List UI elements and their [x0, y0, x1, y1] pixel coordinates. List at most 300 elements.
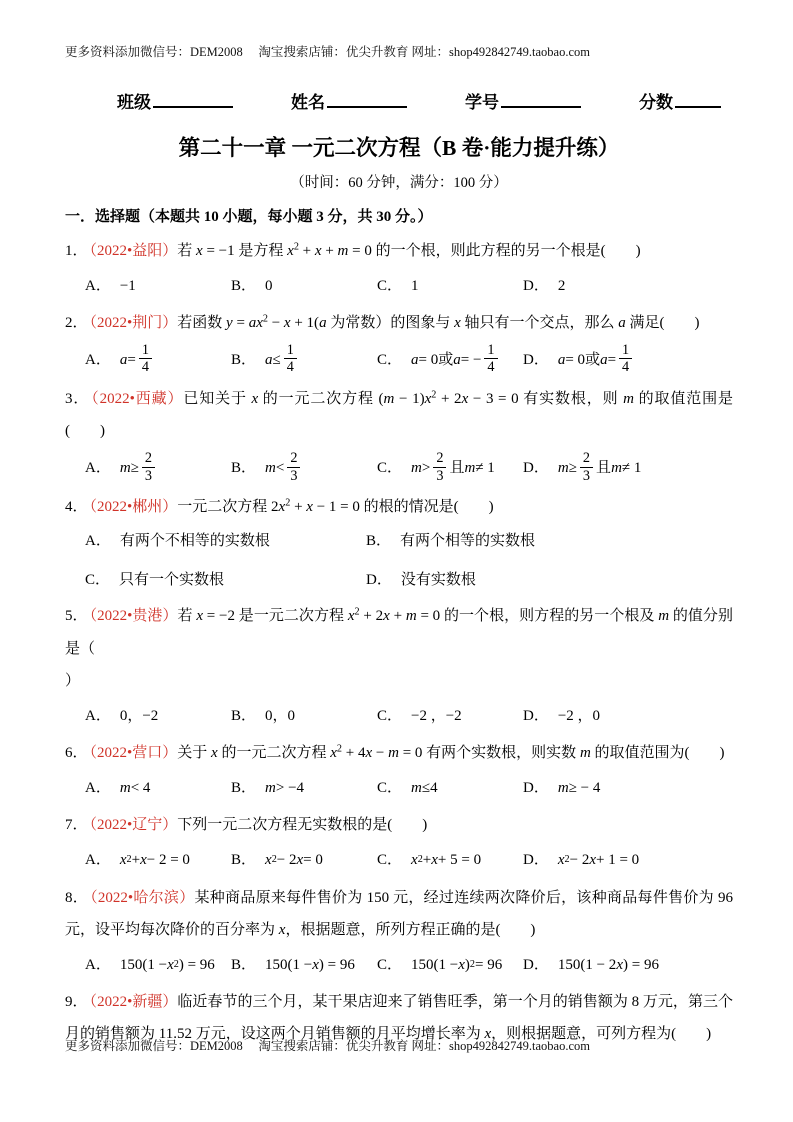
text-run: 有两个不相等的实数根: [119, 533, 270, 550]
text-run: 的取值范围是( ): [65, 390, 733, 440]
option-C: [377, 702, 523, 731]
text-run: x: [119, 852, 127, 869]
text-run: 150(1 − 2: [557, 956, 617, 973]
text-run: a: [319, 314, 327, 331]
text-run: −: [372, 745, 389, 762]
option-D: [523, 272, 669, 301]
header-promo-note: 更多资料添加微信号：DEM2008 淘宝搜索店铺：优尖升教育 网址：shop492842749.taobao.com: [65, 45, 590, 59]
text-run: ≠ 1: [621, 459, 642, 476]
text-run: + 2: [359, 608, 384, 625]
exam-time-score-note: （时间：60 分钟，满分：100 分）: [290, 175, 508, 192]
text-run: x: [365, 745, 373, 762]
fraction-denominator: 4: [139, 358, 152, 375]
text-run: m: [411, 780, 422, 797]
question-number: 5．: [65, 608, 88, 625]
text-run: 的一个根，则方程的另一个根及: [443, 608, 659, 625]
question-1: [65, 235, 733, 301]
fraction-denominator: 4: [619, 358, 632, 375]
text-run: +: [290, 499, 307, 516]
text-run: 有实数根，则: [523, 390, 624, 407]
text-run: 的一个根，则此方程的另一个根是( ): [375, 242, 641, 259]
superscript: 2: [285, 497, 291, 509]
option-A: [85, 451, 231, 485]
text-run: 是一元二次方程: [238, 608, 348, 625]
text-run: <: [275, 459, 285, 476]
question-stem: [65, 737, 733, 769]
question-options: [85, 527, 733, 594]
text-run: 且: [449, 459, 465, 476]
score-blank-line: [675, 89, 721, 108]
text-run: x: [278, 499, 286, 516]
text-run: x: [312, 956, 319, 973]
option-C: [377, 951, 523, 980]
text-run: x: [424, 390, 432, 407]
text-run: 是方程: [238, 242, 288, 259]
option-label: C．: [377, 277, 403, 294]
option-label: A．: [85, 852, 111, 869]
question-stem: [65, 491, 733, 523]
option-label: A．: [85, 459, 111, 476]
option-label: D．: [366, 571, 392, 588]
text-run: −: [267, 314, 284, 331]
text-run: = 0: [348, 242, 376, 259]
text-run: 2: [271, 499, 279, 516]
text-run: = −1: [202, 242, 239, 259]
text-run: 为常数）的图象与: [326, 314, 455, 331]
info-field-name: [291, 88, 407, 113]
text-run: − 2: [276, 852, 297, 869]
question-stem: [65, 307, 733, 339]
question-stem: [65, 383, 733, 448]
fraction-denominator: 3: [433, 467, 446, 484]
superscript: 2: [469, 958, 475, 970]
text-run: ) = 96: [622, 956, 659, 973]
option-label: A．: [85, 780, 111, 797]
text-run: −2 ，0: [557, 707, 601, 724]
option-B: [231, 846, 377, 875]
text-run: x: [196, 242, 203, 259]
text-run: ≤: [272, 351, 281, 368]
option-B: [231, 343, 377, 377]
info-label-score: 分数: [639, 93, 673, 112]
text-run: ，则根据题意，可列方程为( ): [491, 1026, 712, 1043]
text-run: =: [232, 314, 249, 331]
fraction: [139, 342, 152, 376]
option-label: C．: [377, 459, 403, 476]
text-run: 或: [585, 351, 601, 368]
option-label: D．: [523, 780, 549, 797]
text-run: > −4: [275, 780, 305, 797]
text-run: 的一元二次方程: [217, 745, 331, 762]
text-run: 只有一个实数根: [119, 571, 225, 588]
text-run: m: [658, 608, 670, 625]
exam-source-tag: （2022•荆门）: [89, 314, 178, 331]
text-run: 2: [557, 277, 566, 294]
option-label: B．: [366, 533, 392, 550]
text-run: x: [306, 499, 313, 516]
text-run: m: [464, 459, 476, 476]
question-number: 3．: [65, 390, 90, 407]
student-info-line: [65, 88, 733, 113]
exam-source-tag: （2022•贵港）: [89, 608, 178, 625]
text-run: =: [607, 351, 617, 368]
text-run: 的一元二次方程: [258, 390, 379, 407]
text-run: 若: [177, 608, 197, 625]
question-2: [65, 307, 733, 377]
option-label: B．: [231, 707, 257, 724]
text-run: x: [616, 956, 623, 973]
option-A: [85, 846, 231, 875]
option-D: [523, 702, 669, 731]
text-run: x: [196, 608, 203, 625]
text-run: 关于: [177, 745, 212, 762]
text-run: a: [600, 351, 608, 368]
text-run: a: [618, 314, 626, 331]
text-run: a: [557, 351, 566, 368]
text-run: x: [557, 852, 565, 869]
text-run: m: [265, 459, 276, 476]
question-options: [85, 846, 733, 876]
option-label: A．: [85, 707, 111, 724]
fraction-denominator: 3: [142, 467, 155, 484]
text-run: +: [389, 608, 406, 625]
text-run: 一元二次方程: [177, 499, 272, 516]
text-run: m: [265, 780, 276, 797]
option-B: [231, 951, 377, 980]
text-run: 某种商品原来每件售价为 150 元，经过连续两次降价后，该种商品每件售价为 96 元，设平均每次降价的百分率为: [65, 889, 733, 938]
text-run: ): [464, 956, 470, 973]
text-run: 有两个实数根，则实数: [426, 745, 580, 762]
text-run: −2 ，−2: [411, 707, 462, 724]
fraction-numerator: 2: [290, 450, 298, 467]
option-C: [85, 566, 366, 595]
text-run: 的取值范围为( ): [590, 745, 725, 762]
option-D: [523, 846, 669, 875]
question-stem: [65, 600, 733, 697]
option-label: C．: [377, 351, 403, 368]
question-stem: [65, 809, 733, 841]
text-run: m: [119, 459, 131, 476]
option-label: B．: [231, 852, 257, 869]
question-options: [85, 451, 733, 485]
text-run: 的值分别是（: [65, 608, 733, 657]
option-D: [523, 343, 669, 377]
option-label: D．: [523, 707, 549, 724]
option-label: D．: [523, 351, 549, 368]
text-run: = 0: [303, 852, 323, 869]
option-label: D．: [523, 459, 549, 476]
superscript: 2: [293, 240, 299, 252]
exam-source-tag: （2022•郴州）: [89, 499, 178, 516]
fraction-numerator: 1: [286, 342, 294, 359]
text-run: (: [378, 390, 384, 407]
text-run: ，根据题意，所列方程正确的是( ): [285, 921, 536, 938]
question-options: [85, 343, 733, 377]
text-run: ≤4: [421, 780, 438, 797]
info-field-student-id: [465, 88, 581, 113]
info-field-score: [639, 88, 721, 113]
text-run: = 0: [418, 351, 439, 368]
fraction-numerator: 1: [141, 342, 149, 359]
text-run: − 3 = 0: [468, 390, 524, 407]
text-run: +: [298, 242, 315, 259]
option-label: C．: [377, 707, 403, 724]
text-run: m: [557, 780, 569, 797]
exam-source-tag: （2022•哈尔滨）: [90, 889, 195, 906]
text-run: x: [484, 1026, 492, 1043]
option-C: [377, 451, 523, 485]
text-run: m: [611, 459, 622, 476]
text-run: + 2: [436, 390, 462, 407]
text-run: −1: [119, 277, 136, 294]
text-run: x: [347, 608, 355, 625]
text-run: x: [589, 852, 596, 869]
info-label-student-id: 学号: [465, 93, 499, 112]
question-options: [85, 773, 733, 803]
text-run: = 0: [416, 608, 444, 625]
option-B: [231, 774, 377, 803]
exam-source-tag: （2022•益阳）: [89, 242, 178, 259]
superscript: 2: [431, 389, 437, 401]
text-run: < 4: [130, 780, 151, 797]
option-A: [85, 272, 231, 301]
text-run: m: [557, 459, 569, 476]
option-label: A．: [85, 351, 111, 368]
info-label-name: 姓名: [291, 93, 325, 112]
question-4: [65, 491, 733, 594]
text-run: x: [461, 390, 469, 407]
text-run: ax: [248, 314, 263, 331]
question-number: 9．: [65, 994, 88, 1011]
superscript: 2: [354, 606, 360, 618]
text-run: m: [405, 608, 417, 625]
text-run: x: [278, 921, 286, 938]
text-run: a: [265, 351, 273, 368]
fraction-numerator: 1: [622, 342, 630, 359]
option-C: [377, 272, 523, 301]
fraction: [287, 450, 300, 484]
text-run: m: [383, 390, 395, 407]
option-D: [523, 951, 669, 980]
text-run: 150(1 −: [119, 956, 168, 973]
exam-source-tag: （2022•辽宁）: [89, 817, 178, 834]
text-run: + 4: [342, 745, 366, 762]
exam-source-tag: （2022•西藏）: [91, 390, 184, 407]
text-run: x: [314, 242, 322, 259]
fraction: [619, 342, 632, 376]
fraction-numerator: 2: [144, 450, 153, 467]
text-run: +: [422, 852, 432, 869]
text-run: 0，−2: [119, 707, 159, 724]
text-run: 临近春节的三个月，某干果店迎来了销售旺季，第一个月的销售额为 8 万元，第三个月的销售额为 11.52 万元，设这两个月销售额的月平均增长率为: [65, 994, 733, 1043]
text-run: − 1): [394, 390, 425, 407]
text-run: 0，0: [265, 707, 296, 724]
option-label: A．: [85, 956, 111, 973]
fraction: [142, 450, 155, 484]
option-label: B．: [231, 459, 257, 476]
student-id-blank-line: [501, 89, 581, 108]
text-run: x: [283, 314, 291, 331]
text-run: 且: [596, 459, 612, 476]
text-run: 有两个相等的实数根: [400, 533, 536, 550]
text-run: 150(1 −: [265, 956, 313, 973]
text-run: m: [119, 780, 131, 797]
text-run: = 0: [565, 351, 586, 368]
text-run: − 1 = 0: [312, 499, 364, 516]
text-run: x: [431, 852, 438, 869]
question-options: [85, 950, 733, 980]
question-options: [85, 701, 733, 731]
text-run: =: [127, 351, 136, 368]
text-run: m: [337, 242, 349, 259]
text-run: ）: [65, 672, 81, 689]
option-label: B．: [231, 780, 257, 797]
questions: [65, 235, 733, 1051]
text-run: 0: [265, 277, 273, 294]
option-C: [377, 846, 523, 875]
text-run: a: [411, 351, 419, 368]
fraction: [284, 342, 297, 376]
class-blank-line: [153, 89, 233, 108]
question-7: [65, 809, 733, 875]
text-run: a: [453, 351, 461, 368]
text-run: ) = 96: [178, 956, 215, 973]
fraction: [484, 342, 497, 376]
option-A: [85, 343, 231, 377]
text-run: >: [421, 459, 431, 476]
option-label: B．: [231, 277, 257, 294]
text-run: = −2: [203, 608, 239, 625]
superscript: 2: [271, 854, 277, 866]
text-run: = −: [460, 351, 482, 368]
question-number: 7．: [65, 817, 88, 834]
info-label-class: 班级: [117, 93, 151, 112]
text-run: ≥: [568, 459, 577, 476]
question-number: 4．: [65, 499, 88, 516]
text-run: 若: [177, 242, 197, 259]
fraction: [580, 450, 593, 484]
name-blank-line: [327, 89, 407, 108]
option-C: [377, 343, 523, 377]
option-label: C．: [85, 571, 111, 588]
text-run: x: [454, 314, 461, 331]
text-run: = 0: [398, 745, 427, 762]
text-run: x: [167, 956, 174, 973]
superscript: 2: [173, 958, 179, 970]
text-run: − 2: [569, 852, 590, 869]
info-field-class: [117, 88, 233, 113]
option-label: B．: [231, 956, 257, 973]
option-D: [366, 566, 647, 595]
text-run: 已知关于: [183, 390, 252, 407]
superscript: 2: [336, 743, 342, 755]
question-options: [85, 271, 733, 301]
fraction-denominator: 3: [287, 467, 300, 484]
text-run: x: [211, 745, 218, 762]
text-run: − 2 = 0: [146, 852, 190, 869]
text-run: ) = 96: [318, 956, 355, 973]
text-run: ≥: [130, 459, 139, 476]
option-A: [85, 774, 231, 803]
question-number: 8．: [65, 889, 89, 906]
text-run: + 1 = 0: [596, 852, 640, 869]
text-run: x: [265, 852, 272, 869]
option-label: C．: [377, 780, 403, 797]
text-run: ≥ − 4: [568, 780, 601, 797]
question-6: [65, 737, 733, 803]
superscript: 2: [417, 854, 423, 866]
text-run: 1: [411, 277, 419, 294]
text-run: x: [383, 608, 390, 625]
text-run: +: [321, 242, 338, 259]
text-run: m: [623, 390, 634, 407]
option-B: [231, 702, 377, 731]
superscript: 2: [564, 854, 570, 866]
exam-source-tag: （2022•营口）: [89, 745, 178, 762]
option-D: [523, 774, 669, 803]
fraction-denominator: 4: [484, 358, 497, 375]
option-label: C．: [377, 852, 403, 869]
text-run: m: [579, 745, 591, 762]
question-5: [65, 600, 733, 731]
text-run: x: [251, 390, 259, 407]
fraction-denominator: 3: [580, 467, 593, 484]
text-run: a: [119, 351, 128, 368]
question-stem: [65, 235, 733, 267]
option-A: [85, 527, 366, 556]
option-B: [366, 527, 647, 556]
option-label: A．: [85, 277, 111, 294]
fraction-numerator: 1: [487, 342, 495, 359]
fraction-denominator: 4: [284, 358, 297, 375]
option-label: D．: [523, 277, 549, 294]
text-run: + 1(: [290, 314, 320, 331]
fraction-numerator: 2: [582, 450, 591, 467]
text-run: + 5 = 0: [437, 852, 482, 869]
question-8: [65, 882, 733, 981]
option-D: [523, 451, 669, 485]
option-B: [231, 272, 377, 301]
exam-source-tag: （2022•新疆）: [89, 994, 178, 1011]
text-run: = 96: [475, 956, 503, 973]
text-run: 或: [438, 351, 454, 368]
page-title: 第二十一章 一元二次方程（B 卷·能力提升练）: [178, 136, 620, 160]
superscript: 2: [262, 313, 268, 325]
text-run: x: [330, 745, 337, 762]
option-A: [85, 951, 231, 980]
option-C: [377, 774, 523, 803]
text-run: x: [140, 852, 147, 869]
text-run: x: [458, 956, 465, 973]
text-run: y: [226, 314, 233, 331]
text-run: x: [411, 852, 418, 869]
text-run: 若函数: [177, 314, 227, 331]
text-run: 轴只有一个交点，那么: [460, 314, 619, 331]
fraction-numerator: 2: [436, 450, 444, 467]
option-A: [85, 702, 231, 731]
option-B: [231, 451, 377, 485]
question-3: [65, 383, 733, 485]
fraction: [433, 450, 446, 484]
text-run: 150(1 −: [411, 956, 459, 973]
question-number: 1．: [65, 242, 88, 259]
text-run: 的根的情况是( ): [363, 499, 494, 516]
text-run: ≠ 1: [475, 459, 495, 476]
section-heading-choice: 一．选择题（本题共 10 小题，每小题 3 分，共 30 分。）: [65, 209, 433, 226]
option-label: B．: [231, 351, 257, 368]
text-run: 满足( ): [625, 314, 700, 331]
option-label: A．: [85, 533, 111, 550]
